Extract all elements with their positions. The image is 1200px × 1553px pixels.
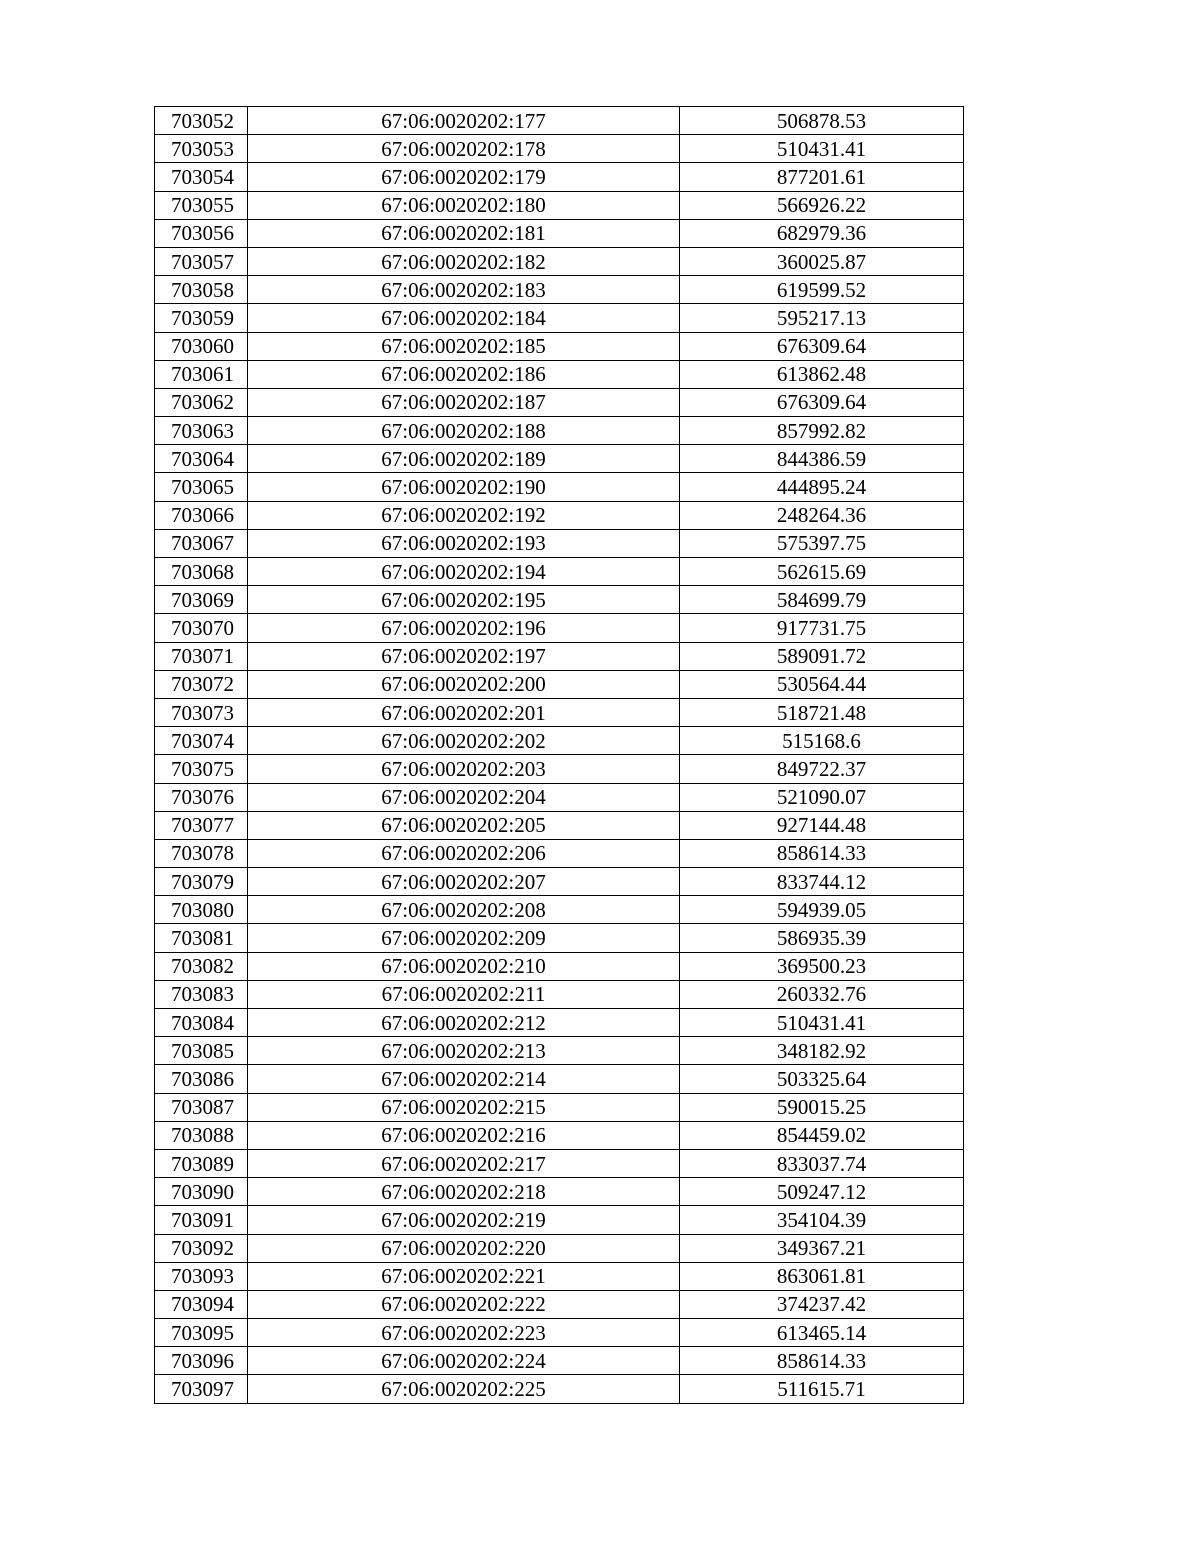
table-row xyxy=(155,783,964,811)
row-number-cell: 703064 xyxy=(155,445,248,473)
table-row xyxy=(155,614,964,642)
row-number-cell: 703082 xyxy=(155,952,248,980)
cadastral-number-cell: 67:06:0020202:217 xyxy=(248,1149,680,1177)
row-number-cell: 703079 xyxy=(155,868,248,896)
cadastral-number-cell: 67:06:0020202:214 xyxy=(248,1065,680,1093)
row-number-cell: 703061 xyxy=(155,360,248,388)
value-cell: 530564.44 xyxy=(680,670,964,698)
value-cell: 575397.75 xyxy=(680,529,964,557)
table-row xyxy=(155,135,964,163)
table-row xyxy=(155,952,964,980)
cadastral-number-cell: 67:06:0020202:202 xyxy=(248,727,680,755)
value-cell: 510431.41 xyxy=(680,1009,964,1037)
cadastral-number-cell: 67:06:0020202:210 xyxy=(248,952,680,980)
table-row xyxy=(155,1375,964,1403)
cadastral-number-cell: 67:06:0020202:223 xyxy=(248,1319,680,1347)
table-row xyxy=(155,1206,964,1234)
value-cell: 509247.12 xyxy=(680,1178,964,1206)
cadastral-number-cell: 67:06:0020202:218 xyxy=(248,1178,680,1206)
table-row xyxy=(155,1065,964,1093)
cadastral-number-cell: 67:06:0020202:177 xyxy=(248,107,680,135)
value-cell: 354104.39 xyxy=(680,1206,964,1234)
row-number-cell: 703066 xyxy=(155,501,248,529)
table-row xyxy=(155,1319,964,1347)
row-number-cell: 703058 xyxy=(155,276,248,304)
value-cell: 248264.36 xyxy=(680,501,964,529)
value-cell: 369500.23 xyxy=(680,952,964,980)
cadastral-number-cell: 67:06:0020202:212 xyxy=(248,1009,680,1037)
row-number-cell: 703072 xyxy=(155,670,248,698)
row-number-cell: 703090 xyxy=(155,1178,248,1206)
table-row xyxy=(155,670,964,698)
value-cell: 917731.75 xyxy=(680,614,964,642)
cadastral-number-cell: 67:06:0020202:197 xyxy=(248,642,680,670)
cadastral-number-cell: 67:06:0020202:222 xyxy=(248,1290,680,1318)
cadastral-number-cell: 67:06:0020202:224 xyxy=(248,1347,680,1375)
cadastral-number-cell: 67:06:0020202:215 xyxy=(248,1093,680,1121)
value-cell: 515168.6 xyxy=(680,727,964,755)
cadastral-number-cell: 67:06:0020202:188 xyxy=(248,417,680,445)
cadastral-number-cell: 67:06:0020202:189 xyxy=(248,445,680,473)
table-row xyxy=(155,1121,964,1149)
row-number-cell: 703070 xyxy=(155,614,248,642)
row-number-cell: 703055 xyxy=(155,191,248,219)
table-row xyxy=(155,163,964,191)
cadastral-number-cell: 67:06:0020202:221 xyxy=(248,1262,680,1290)
table-row xyxy=(155,755,964,783)
row-number-cell: 703056 xyxy=(155,219,248,247)
table-row xyxy=(155,980,964,1008)
cadastral-number-cell: 67:06:0020202:185 xyxy=(248,332,680,360)
cadastral-number-cell: 67:06:0020202:181 xyxy=(248,219,680,247)
row-number-cell: 703060 xyxy=(155,332,248,360)
row-number-cell: 703096 xyxy=(155,1347,248,1375)
table-row xyxy=(155,360,964,388)
value-cell: 566926.22 xyxy=(680,191,964,219)
row-number-cell: 703094 xyxy=(155,1290,248,1318)
value-cell: 854459.02 xyxy=(680,1121,964,1149)
value-cell: 833037.74 xyxy=(680,1149,964,1177)
row-number-cell: 703093 xyxy=(155,1262,248,1290)
row-number-cell: 703086 xyxy=(155,1065,248,1093)
row-number-cell: 703084 xyxy=(155,1009,248,1037)
cadastral-number-cell: 67:06:0020202:186 xyxy=(248,360,680,388)
row-number-cell: 703052 xyxy=(155,107,248,135)
table-row xyxy=(155,529,964,557)
cadastral-number-cell: 67:06:0020202:196 xyxy=(248,614,680,642)
table-row xyxy=(155,811,964,839)
row-number-cell: 703091 xyxy=(155,1206,248,1234)
value-cell: 360025.87 xyxy=(680,247,964,275)
value-cell: 444895.24 xyxy=(680,473,964,501)
cadastral-number-cell: 67:06:0020202:204 xyxy=(248,783,680,811)
cadastral-number-cell: 67:06:0020202:193 xyxy=(248,529,680,557)
table-row xyxy=(155,839,964,867)
cadastral-number-cell: 67:06:0020202:211 xyxy=(248,980,680,1008)
table-row xyxy=(155,501,964,529)
value-cell: 503325.64 xyxy=(680,1065,964,1093)
cadastral-number-cell: 67:06:0020202:195 xyxy=(248,586,680,614)
cadastral-number-cell: 67:06:0020202:184 xyxy=(248,304,680,332)
value-cell: 877201.61 xyxy=(680,163,964,191)
cadastral-number-cell: 67:06:0020202:180 xyxy=(248,191,680,219)
table-row xyxy=(155,727,964,755)
value-cell: 858614.33 xyxy=(680,839,964,867)
value-cell: 858614.33 xyxy=(680,1347,964,1375)
row-number-cell: 703077 xyxy=(155,811,248,839)
table-row xyxy=(155,445,964,473)
value-cell: 584699.79 xyxy=(680,586,964,614)
value-cell: 833744.12 xyxy=(680,868,964,896)
row-number-cell: 703059 xyxy=(155,304,248,332)
table-row xyxy=(155,642,964,670)
row-number-cell: 703065 xyxy=(155,473,248,501)
row-number-cell: 703074 xyxy=(155,727,248,755)
table-row xyxy=(155,924,964,952)
row-number-cell: 703076 xyxy=(155,783,248,811)
cadastral-number-cell: 67:06:0020202:208 xyxy=(248,896,680,924)
row-number-cell: 703080 xyxy=(155,896,248,924)
cadastral-number-cell: 67:06:0020202:213 xyxy=(248,1037,680,1065)
row-number-cell: 703081 xyxy=(155,924,248,952)
row-number-cell: 703095 xyxy=(155,1319,248,1347)
value-cell: 595217.13 xyxy=(680,304,964,332)
table-row xyxy=(155,1347,964,1375)
cadastral-number-cell: 67:06:0020202:205 xyxy=(248,811,680,839)
value-cell: 863061.81 xyxy=(680,1262,964,1290)
value-cell: 613465.14 xyxy=(680,1319,964,1347)
cadastral-number-cell: 67:06:0020202:203 xyxy=(248,755,680,783)
row-number-cell: 703087 xyxy=(155,1093,248,1121)
value-cell: 260332.76 xyxy=(680,980,964,1008)
row-number-cell: 703054 xyxy=(155,163,248,191)
row-number-cell: 703063 xyxy=(155,417,248,445)
value-cell: 589091.72 xyxy=(680,642,964,670)
value-cell: 348182.92 xyxy=(680,1037,964,1065)
table-row xyxy=(155,191,964,219)
cadastral-number-cell: 67:06:0020202:206 xyxy=(248,839,680,867)
cadastral-number-cell: 67:06:0020202:200 xyxy=(248,670,680,698)
row-number-cell: 703097 xyxy=(155,1375,248,1403)
row-number-cell: 703088 xyxy=(155,1121,248,1149)
value-cell: 518721.48 xyxy=(680,698,964,726)
row-number-cell: 703089 xyxy=(155,1149,248,1177)
cadastral-number-cell: 67:06:0020202:225 xyxy=(248,1375,680,1403)
row-number-cell: 703078 xyxy=(155,839,248,867)
table-row xyxy=(155,219,964,247)
value-cell: 521090.07 xyxy=(680,783,964,811)
row-number-cell: 703073 xyxy=(155,698,248,726)
table-row xyxy=(155,1009,964,1037)
cadastral-number-cell: 67:06:0020202:187 xyxy=(248,388,680,416)
cadastral-number-cell: 67:06:0020202:219 xyxy=(248,1206,680,1234)
value-cell: 506878.53 xyxy=(680,107,964,135)
cadastral-number-cell: 67:06:0020202:201 xyxy=(248,698,680,726)
value-cell: 613862.48 xyxy=(680,360,964,388)
row-number-cell: 703057 xyxy=(155,247,248,275)
row-number-cell: 703075 xyxy=(155,755,248,783)
cadastral-number-cell: 67:06:0020202:183 xyxy=(248,276,680,304)
cadastral-number-cell: 67:06:0020202:182 xyxy=(248,247,680,275)
table-row xyxy=(155,1149,964,1177)
cadastral-number-cell: 67:06:0020202:179 xyxy=(248,163,680,191)
cadastral-number-cell: 67:06:0020202:216 xyxy=(248,1121,680,1149)
row-number-cell: 703069 xyxy=(155,586,248,614)
cadastral-number-cell: 67:06:0020202:190 xyxy=(248,473,680,501)
value-cell: 511615.71 xyxy=(680,1375,964,1403)
data-table xyxy=(154,106,964,1404)
value-cell: 349367.21 xyxy=(680,1234,964,1262)
table-row xyxy=(155,698,964,726)
table-row xyxy=(155,558,964,586)
table-row xyxy=(155,107,964,135)
value-cell: 857992.82 xyxy=(680,417,964,445)
table-row xyxy=(155,896,964,924)
cadastral-number-cell: 67:06:0020202:194 xyxy=(248,558,680,586)
row-number-cell: 703092 xyxy=(155,1234,248,1262)
cadastral-number-cell: 67:06:0020202:178 xyxy=(248,135,680,163)
value-cell: 562615.69 xyxy=(680,558,964,586)
cadastral-number-cell: 67:06:0020202:192 xyxy=(248,501,680,529)
value-cell: 676309.64 xyxy=(680,332,964,360)
value-cell: 594939.05 xyxy=(680,896,964,924)
value-cell: 586935.39 xyxy=(680,924,964,952)
value-cell: 374237.42 xyxy=(680,1290,964,1318)
value-cell: 619599.52 xyxy=(680,276,964,304)
row-number-cell: 703067 xyxy=(155,529,248,557)
table-row xyxy=(155,332,964,360)
value-cell: 849722.37 xyxy=(680,755,964,783)
row-number-cell: 703068 xyxy=(155,558,248,586)
row-number-cell: 703085 xyxy=(155,1037,248,1065)
cadastral-number-cell: 67:06:0020202:209 xyxy=(248,924,680,952)
table-body xyxy=(155,107,964,1404)
value-cell: 927144.48 xyxy=(680,811,964,839)
table-row xyxy=(155,1234,964,1262)
row-number-cell: 703062 xyxy=(155,388,248,416)
table-row xyxy=(155,1290,964,1318)
table-row xyxy=(155,473,964,501)
row-number-cell: 703083 xyxy=(155,980,248,1008)
table-row xyxy=(155,1262,964,1290)
value-cell: 844386.59 xyxy=(680,445,964,473)
table-row xyxy=(155,1037,964,1065)
row-number-cell: 703053 xyxy=(155,135,248,163)
value-cell: 676309.64 xyxy=(680,388,964,416)
table-row xyxy=(155,247,964,275)
table-row xyxy=(155,868,964,896)
table-row xyxy=(155,276,964,304)
table-row xyxy=(155,304,964,332)
cadastral-number-cell: 67:06:0020202:207 xyxy=(248,868,680,896)
value-cell: 510431.41 xyxy=(680,135,964,163)
value-cell: 590015.25 xyxy=(680,1093,964,1121)
value-cell: 682979.36 xyxy=(680,219,964,247)
table-row xyxy=(155,417,964,445)
row-number-cell: 703071 xyxy=(155,642,248,670)
table-row xyxy=(155,1178,964,1206)
table-row xyxy=(155,1093,964,1121)
table-row xyxy=(155,586,964,614)
table-row xyxy=(155,388,964,416)
cadastral-number-cell: 67:06:0020202:220 xyxy=(248,1234,680,1262)
